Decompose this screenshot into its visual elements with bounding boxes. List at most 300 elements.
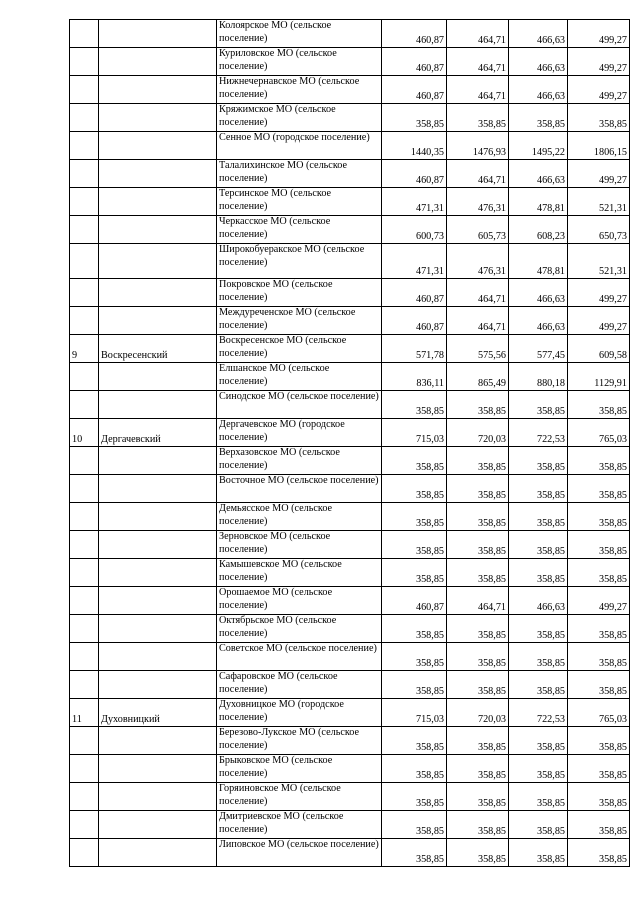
value-cell-2-text: 464,71	[477, 321, 506, 333]
district-name	[99, 671, 217, 699]
value-cell-4-text: 1806,15	[593, 146, 627, 158]
district-name	[99, 363, 217, 391]
row-number	[70, 699, 99, 727]
value-cell-2-text: 605,73	[477, 230, 506, 242]
district-name	[99, 244, 217, 279]
table-row	[70, 727, 630, 755]
value-cell-3	[509, 391, 568, 419]
municipality-name-text: Нижнечернавское МО (сельское поселение)	[219, 76, 360, 100]
value-cell-2	[447, 587, 509, 615]
municipality-name-text: Орошаемое МО (сельское поселение)	[219, 587, 333, 611]
row-number	[70, 216, 99, 244]
value-cell-1	[382, 160, 447, 188]
value-cell-4	[568, 307, 630, 335]
district-name-text: Воскресенский	[101, 349, 168, 361]
value-cell-3	[509, 559, 568, 587]
value-cell-1-text: 460,87	[415, 601, 444, 613]
table-row	[70, 76, 630, 104]
value-cell-1-text: 358,85	[415, 489, 444, 501]
table-row	[70, 839, 630, 867]
value-cell-4	[568, 671, 630, 699]
value-cell-4	[568, 188, 630, 216]
table-row	[70, 48, 630, 76]
municipality-name	[217, 811, 382, 839]
value-cell-2	[447, 160, 509, 188]
district-name	[99, 132, 217, 160]
value-cell-1	[382, 216, 447, 244]
value-cell-3	[509, 783, 568, 811]
value-cell-3	[509, 188, 568, 216]
table-row	[70, 531, 630, 559]
value-cell-3	[509, 307, 568, 335]
row-number-text: 11	[72, 713, 82, 725]
value-cell-1	[382, 307, 447, 335]
value-cell-4	[568, 160, 630, 188]
value-cell-3-text: 722,53	[536, 713, 565, 725]
row-number	[70, 279, 99, 307]
table-row	[70, 244, 630, 279]
value-cell-4-text: 358,85	[598, 825, 627, 837]
row-number	[70, 643, 99, 671]
value-cell-2-text: 358,85	[477, 573, 506, 585]
value-cell-1-text: 358,85	[415, 517, 444, 529]
value-cell-1	[382, 671, 447, 699]
value-cell-1	[382, 587, 447, 615]
value-cell-3	[509, 279, 568, 307]
value-cell-2	[447, 615, 509, 643]
value-cell-4-text: 499,27	[598, 174, 627, 186]
value-cell-2-text: 575,56	[477, 349, 506, 361]
district-name	[99, 48, 217, 76]
value-cell-2-text: 720,03	[477, 713, 506, 725]
value-cell-2-text: 358,85	[477, 825, 506, 837]
value-cell-1	[382, 447, 447, 475]
value-cell-1-text: 571,78	[415, 349, 444, 361]
value-cell-3-text: 358,85	[536, 797, 565, 809]
value-cell-4	[568, 839, 630, 867]
district-name	[99, 559, 217, 587]
value-cell-1	[382, 48, 447, 76]
value-cell-4-text: 358,85	[598, 517, 627, 529]
value-cell-2	[447, 419, 509, 447]
value-cell-4-text: 499,27	[598, 601, 627, 613]
table-row	[70, 447, 630, 475]
value-cell-4	[568, 419, 630, 447]
value-cell-2-text: 358,85	[477, 461, 506, 473]
value-cell-4	[568, 531, 630, 559]
value-cell-1	[382, 76, 447, 104]
district-name	[99, 531, 217, 559]
value-cell-2-text: 476,31	[477, 265, 506, 277]
value-cell-4-text: 358,85	[598, 657, 627, 669]
municipality-name	[217, 699, 382, 727]
value-cell-3	[509, 20, 568, 48]
value-cell-4	[568, 447, 630, 475]
value-cell-2-text: 720,03	[477, 433, 506, 445]
row-number	[70, 76, 99, 104]
value-cell-4-text: 499,27	[598, 90, 627, 102]
municipality-name-text: Брыковское МО (сельское поселение)	[219, 755, 333, 779]
value-cell-1-text: 358,85	[415, 825, 444, 837]
row-number	[70, 363, 99, 391]
row-number	[70, 615, 99, 643]
value-cell-1-text: 358,85	[415, 629, 444, 641]
value-cell-2	[447, 188, 509, 216]
district-name	[99, 447, 217, 475]
value-cell-4	[568, 755, 630, 783]
value-cell-4	[568, 216, 630, 244]
municipality-name-text: Междуреченское МО (сельское поселение)	[219, 307, 356, 331]
district-name	[99, 503, 217, 531]
table-row	[70, 559, 630, 587]
table-row	[70, 188, 630, 216]
value-cell-3	[509, 447, 568, 475]
row-number	[70, 475, 99, 503]
municipality-name-text: Духовницкое МО (городское поселение)	[219, 699, 344, 723]
value-cell-3-text: 358,85	[536, 741, 565, 753]
municipality-name-text: Березово-Лукское МО (сельское поселение)	[219, 727, 360, 751]
table-row	[70, 391, 630, 419]
row-number	[70, 244, 99, 279]
municipality-name-text: Кряжимское МО (сельское поселение)	[219, 104, 336, 128]
value-cell-2-text: 865,49	[477, 377, 506, 389]
row-number	[70, 419, 99, 447]
value-cell-1-text: 358,85	[415, 405, 444, 417]
value-cell-2-text: 464,71	[477, 62, 506, 74]
municipality-name-text: Широкобуеракское МО (сельское поселение)	[219, 244, 365, 268]
district-name	[99, 216, 217, 244]
value-cell-3	[509, 615, 568, 643]
value-cell-1	[382, 531, 447, 559]
value-cell-2	[447, 307, 509, 335]
table-row	[70, 363, 630, 391]
municipality-name	[217, 615, 382, 643]
table-row	[70, 475, 630, 503]
value-cell-3	[509, 839, 568, 867]
value-cell-4-text: 358,85	[598, 853, 627, 865]
value-cell-1	[382, 391, 447, 419]
value-cell-4	[568, 104, 630, 132]
value-cell-2-text: 358,85	[477, 657, 506, 669]
table-row	[70, 279, 630, 307]
value-cell-2	[447, 48, 509, 76]
value-cell-3-text: 358,85	[536, 629, 565, 641]
row-number-text: 10	[72, 433, 83, 445]
value-cell-3	[509, 363, 568, 391]
value-cell-4-text: 765,03	[598, 433, 627, 445]
row-number	[70, 587, 99, 615]
value-cell-3	[509, 531, 568, 559]
value-cell-2	[447, 839, 509, 867]
value-cell-2-text: 358,85	[477, 405, 506, 417]
municipality-name-text: Колоярское МО (сельское поселение)	[219, 20, 332, 44]
value-cell-3-text: 358,85	[536, 545, 565, 557]
district-name	[99, 587, 217, 615]
value-cell-2-text: 358,85	[477, 769, 506, 781]
value-cell-2-text: 358,85	[477, 489, 506, 501]
value-cell-4-text: 499,27	[598, 62, 627, 74]
value-cell-4-text: 499,27	[598, 321, 627, 333]
municipality-name-text: Воскресенское МО (сельское поселение)	[219, 335, 347, 359]
value-cell-2-text: 358,85	[477, 517, 506, 529]
value-cell-3	[509, 503, 568, 531]
value-cell-4-text: 358,85	[598, 741, 627, 753]
value-cell-2-text: 1476,93	[472, 146, 506, 158]
value-cell-2-text: 358,85	[477, 545, 506, 557]
value-cell-1	[382, 475, 447, 503]
value-cell-4	[568, 279, 630, 307]
value-cell-4	[568, 391, 630, 419]
municipality-name	[217, 755, 382, 783]
value-cell-1	[382, 335, 447, 363]
municipality-name	[217, 363, 382, 391]
value-cell-2-text: 464,71	[477, 174, 506, 186]
value-cell-4	[568, 699, 630, 727]
district-name	[99, 727, 217, 755]
municipality-name	[217, 279, 382, 307]
district-name	[99, 76, 217, 104]
row-number	[70, 132, 99, 160]
value-cell-2	[447, 216, 509, 244]
value-cell-4-text: 358,85	[598, 545, 627, 557]
value-cell-3	[509, 48, 568, 76]
municipality-name	[217, 503, 382, 531]
value-cell-2	[447, 503, 509, 531]
value-cell-2	[447, 531, 509, 559]
municipality-name	[217, 419, 382, 447]
value-cell-1-text: 358,85	[415, 741, 444, 753]
municipality-name-text: Горяиновское МО (сельское поселение)	[219, 783, 341, 807]
row-number	[70, 104, 99, 132]
value-cell-4	[568, 811, 630, 839]
municipality-name	[217, 335, 382, 363]
value-cell-2	[447, 475, 509, 503]
municipality-name	[217, 20, 382, 48]
district-name	[99, 279, 217, 307]
value-cell-4	[568, 76, 630, 104]
table-row	[70, 783, 630, 811]
municipality-name	[217, 559, 382, 587]
municipality-name-text: Советское МО (сельское поселение)	[219, 643, 377, 654]
value-cell-3-text: 466,63	[536, 34, 565, 46]
row-number	[70, 783, 99, 811]
value-cell-1-text: 715,03	[415, 433, 444, 445]
municipality-name	[217, 132, 382, 160]
table-row	[70, 335, 630, 363]
value-cell-3	[509, 419, 568, 447]
value-cell-4	[568, 783, 630, 811]
row-number	[70, 20, 99, 48]
value-cell-4-text: 358,85	[598, 573, 627, 585]
value-cell-3-text: 608,23	[536, 230, 565, 242]
municipality-name-text: Камышевское МО (сельское поселение)	[219, 559, 342, 583]
value-cell-2-text: 358,85	[477, 629, 506, 641]
value-cell-2	[447, 104, 509, 132]
value-cell-4-text: 1129,91	[594, 377, 627, 389]
value-cell-3	[509, 104, 568, 132]
value-cell-4-text: 358,85	[598, 405, 627, 417]
value-cell-3-text: 466,63	[536, 321, 565, 333]
value-cell-2-text: 358,85	[477, 685, 506, 697]
value-cell-1-text: 358,85	[415, 853, 444, 865]
value-cell-4-text: 358,85	[598, 629, 627, 641]
district-name	[99, 391, 217, 419]
value-cell-4-text: 358,85	[598, 118, 627, 130]
municipality-name-text: Восточное МО (сельское поселение)	[219, 475, 379, 486]
district-name-text: Духовницкий	[101, 713, 160, 725]
municipality-name-text: Сенное МО (городское поселение)	[219, 132, 370, 143]
municipality-name	[217, 839, 382, 867]
municipality-name-text: Черкасское МО (сельское поселение)	[219, 216, 331, 240]
value-cell-2	[447, 671, 509, 699]
value-cell-3-text: 466,63	[536, 62, 565, 74]
value-cell-1	[382, 727, 447, 755]
table-row	[70, 419, 630, 447]
table-row	[70, 615, 630, 643]
value-cell-1	[382, 839, 447, 867]
municipality-name	[217, 531, 382, 559]
value-cell-1-text: 358,85	[415, 769, 444, 781]
value-cell-4	[568, 727, 630, 755]
value-cell-1-text: 471,31	[415, 202, 444, 214]
value-cell-3-text: 466,63	[536, 601, 565, 613]
value-cell-2	[447, 783, 509, 811]
value-cell-3	[509, 811, 568, 839]
value-cell-3-text: 358,85	[536, 461, 565, 473]
value-cell-1-text: 460,87	[415, 90, 444, 102]
row-number	[70, 391, 99, 419]
value-cell-2	[447, 559, 509, 587]
value-cell-1	[382, 244, 447, 279]
table-row	[70, 587, 630, 615]
table-body	[70, 20, 630, 867]
municipality-name-text: Синодское МО (сельское поселение)	[219, 391, 379, 402]
value-cell-4-text: 521,31	[598, 202, 627, 214]
value-cell-1-text: 715,03	[415, 713, 444, 725]
value-cell-1	[382, 699, 447, 727]
value-cell-3-text: 358,85	[536, 657, 565, 669]
table-row	[70, 643, 630, 671]
value-cell-1	[382, 132, 447, 160]
value-cell-1-text: 1440,35	[410, 146, 444, 158]
district-name	[99, 419, 217, 447]
value-cell-3	[509, 475, 568, 503]
value-cell-1	[382, 20, 447, 48]
municipality-name	[217, 307, 382, 335]
row-number	[70, 811, 99, 839]
value-cell-1-text: 471,31	[415, 265, 444, 277]
value-cell-1	[382, 279, 447, 307]
row-number	[70, 335, 99, 363]
value-cell-3-text: 466,63	[536, 90, 565, 102]
value-cell-3-text: 466,63	[536, 293, 565, 305]
district-name-text: Дергачевский	[101, 433, 161, 445]
district-name	[99, 188, 217, 216]
value-cell-3	[509, 132, 568, 160]
value-cell-2	[447, 643, 509, 671]
value-cell-2-text: 464,71	[477, 34, 506, 46]
table-row	[70, 755, 630, 783]
district-name	[99, 307, 217, 335]
value-cell-1	[382, 811, 447, 839]
row-number	[70, 671, 99, 699]
value-cell-3-text: 478,81	[536, 265, 565, 277]
row-number	[70, 839, 99, 867]
table-row	[70, 20, 630, 48]
value-cell-3	[509, 244, 568, 279]
value-cell-2	[447, 727, 509, 755]
value-cell-4-text: 358,85	[598, 489, 627, 501]
value-cell-4-text: 765,03	[598, 713, 627, 725]
value-cell-2-text: 358,85	[477, 741, 506, 753]
value-cell-3	[509, 335, 568, 363]
value-cell-1-text: 836,11	[416, 377, 444, 389]
value-cell-4	[568, 132, 630, 160]
district-name	[99, 475, 217, 503]
value-cell-2	[447, 76, 509, 104]
municipality-name	[217, 643, 382, 671]
value-cell-2-text: 358,85	[477, 797, 506, 809]
district-name	[99, 643, 217, 671]
table-row	[70, 699, 630, 727]
value-cell-2-text: 476,31	[477, 202, 506, 214]
municipality-name	[217, 160, 382, 188]
value-cell-1	[382, 755, 447, 783]
value-cell-1	[382, 188, 447, 216]
value-cell-2-text: 358,85	[477, 118, 506, 130]
tariff-table	[69, 19, 630, 867]
value-cell-1	[382, 104, 447, 132]
district-name	[99, 160, 217, 188]
value-cell-4	[568, 48, 630, 76]
table-row	[70, 104, 630, 132]
value-cell-3-text: 358,85	[536, 685, 565, 697]
value-cell-4	[568, 643, 630, 671]
value-cell-4-text: 521,31	[598, 265, 627, 277]
row-number	[70, 307, 99, 335]
value-cell-4	[568, 503, 630, 531]
value-cell-3-text: 722,53	[536, 433, 565, 445]
value-cell-3-text: 478,81	[536, 202, 565, 214]
municipality-name-text: Талалихинское МО (сельское поселение)	[219, 160, 347, 184]
value-cell-2	[447, 699, 509, 727]
municipality-name-text: Куриловское МО (сельское поселение)	[219, 48, 337, 72]
value-cell-1	[382, 363, 447, 391]
value-cell-4	[568, 559, 630, 587]
value-cell-2	[447, 811, 509, 839]
value-cell-2-text: 464,71	[477, 90, 506, 102]
value-cell-2	[447, 244, 509, 279]
value-cell-3-text: 358,85	[536, 825, 565, 837]
value-cell-4	[568, 615, 630, 643]
value-cell-2	[447, 391, 509, 419]
value-cell-2	[447, 335, 509, 363]
table-row	[70, 216, 630, 244]
value-cell-1	[382, 615, 447, 643]
value-cell-3	[509, 587, 568, 615]
table-row	[70, 503, 630, 531]
district-name	[99, 699, 217, 727]
value-cell-1	[382, 643, 447, 671]
value-cell-2	[447, 755, 509, 783]
municipality-name-text: Октябрьское МО (сельское поселение)	[219, 615, 337, 639]
value-cell-3	[509, 727, 568, 755]
municipality-name-text: Демьясское МО (сельское поселение)	[219, 503, 333, 527]
value-cell-4	[568, 20, 630, 48]
district-name	[99, 615, 217, 643]
value-cell-1-text: 600,73	[415, 230, 444, 242]
value-cell-4-text: 358,85	[598, 461, 627, 473]
